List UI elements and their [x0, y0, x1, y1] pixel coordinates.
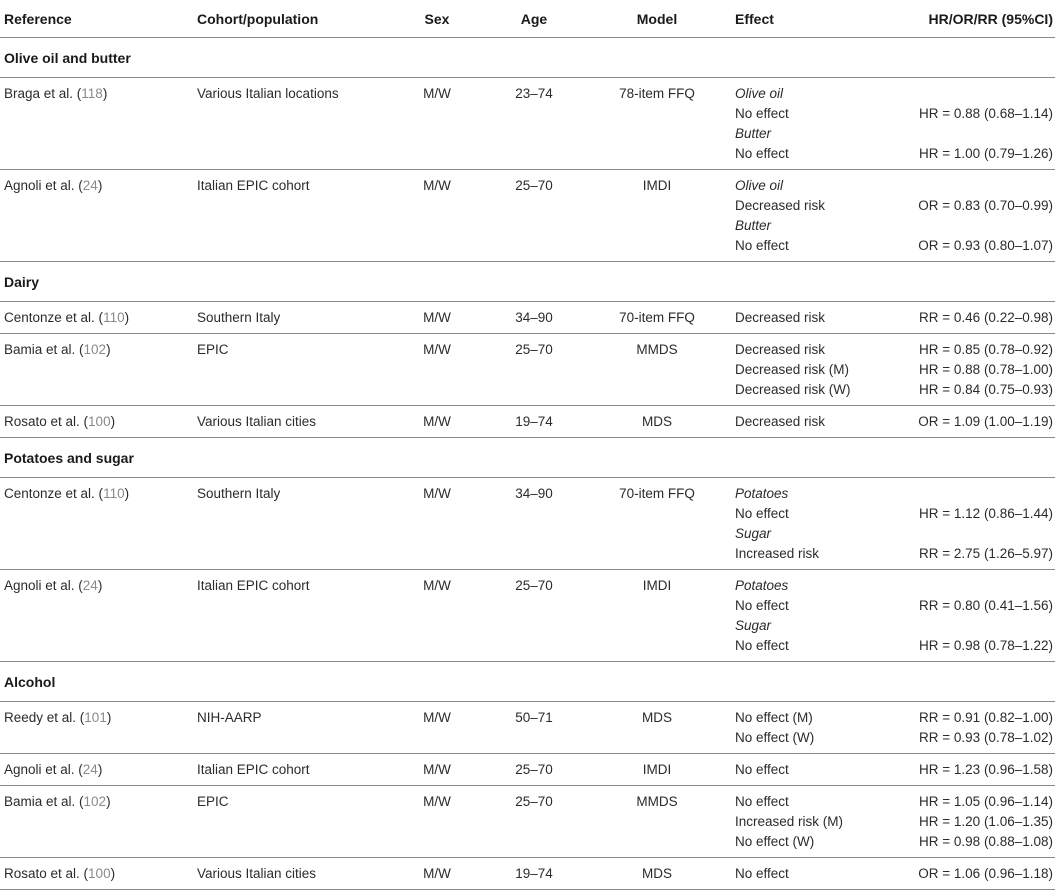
effect-label: No effect — [735, 762, 789, 777]
effect-category-label: Olive oil — [735, 86, 784, 101]
effect-label: No effect — [735, 506, 789, 521]
effect-label: No effect (W) — [735, 834, 815, 849]
model-cell: 70-item FFQ — [583, 478, 731, 570]
effect-cell — [731, 406, 881, 438]
reference-close: ) — [124, 486, 130, 501]
reference-cell — [0, 858, 193, 890]
sex-cell: M/W — [389, 302, 485, 334]
effect-label: Decreased risk (M) — [735, 362, 850, 377]
result-cell — [881, 478, 1055, 570]
effect-label: Decreased risk — [735, 342, 826, 357]
result-value: OR = 1.09 (1.00–1.19) — [918, 414, 1053, 429]
header-cohort: Cohort/population — [193, 0, 389, 38]
result-value: OR = 0.93 (0.80–1.07) — [918, 238, 1053, 253]
effect-label: No effect — [735, 866, 789, 881]
effect-cell — [731, 78, 881, 170]
result-value: HR = 0.85 (0.78–0.92) — [919, 342, 1053, 357]
effect-label: No effect — [735, 794, 789, 809]
result-value: HR = 0.98 (0.78–1.22) — [919, 638, 1053, 653]
header-reference: Reference — [0, 0, 193, 38]
result-value: RR = 0.93 (0.78–1.02) — [919, 730, 1053, 745]
result-cell — [881, 78, 1055, 170]
header-sex: Sex — [389, 0, 485, 38]
section-title: Alcohol — [0, 662, 1055, 702]
result-value: OR = 0.83 (0.70–0.99) — [918, 198, 1053, 213]
result-cell — [881, 858, 1055, 890]
effect-label: No effect — [735, 638, 789, 653]
section-title: Dairy — [0, 262, 1055, 302]
effect-label: Decreased risk — [735, 310, 826, 325]
effect-label: Increased risk (M) — [735, 814, 844, 829]
sex-cell: M/W — [389, 702, 485, 754]
effect-cell — [731, 858, 881, 890]
table-row — [0, 170, 1055, 262]
reference-author: Centonze et al. ( — [4, 310, 104, 325]
model-cell: 70-item FFQ — [583, 302, 731, 334]
model-cell: MMDS — [583, 786, 731, 858]
age-cell: 50–71 — [485, 702, 583, 754]
header-row — [0, 0, 1055, 38]
result-cell — [881, 334, 1055, 406]
model-cell: 78-item FFQ — [583, 78, 731, 170]
effect-category-label: Butter — [735, 218, 772, 233]
table-row — [0, 478, 1055, 570]
age-cell: 25–70 — [485, 786, 583, 858]
reference-close: ) — [110, 414, 116, 429]
cohort-cell: Various Italian cities — [193, 406, 389, 438]
section-title: Olive oil and butter — [0, 38, 1055, 78]
reference-close: ) — [106, 710, 112, 725]
table-body — [0, 38, 1055, 890]
section-title: Potatoes and sugar — [0, 438, 1055, 478]
result-value: RR = 0.80 (0.41–1.56) — [919, 598, 1053, 613]
sex-cell: M/W — [389, 78, 485, 170]
effect-cell — [731, 570, 881, 662]
model-cell: MDS — [583, 702, 731, 754]
reference-number-link[interactable]: 24 — [82, 762, 98, 777]
model-cell: IMDI — [583, 170, 731, 262]
reference-number-link[interactable]: 102 — [83, 794, 107, 809]
table-row — [0, 406, 1055, 438]
sex-cell: M/W — [389, 170, 485, 262]
result-value: RR = 0.46 (0.22–0.98) — [919, 310, 1053, 325]
result-value: HR = 1.05 (0.96–1.14) — [919, 794, 1053, 809]
effect-cell — [731, 702, 881, 754]
reference-author: Rosato et al. ( — [4, 866, 89, 881]
result-value — [885, 216, 1053, 236]
result-value — [885, 176, 1053, 196]
result-value: HR = 1.12 (0.86–1.44) — [919, 506, 1053, 521]
reference-number-link[interactable]: 118 — [81, 86, 103, 101]
effect-category-label: Butter — [735, 126, 772, 141]
result-value — [885, 616, 1053, 636]
model-cell: IMDI — [583, 570, 731, 662]
effect-label: Decreased risk — [735, 414, 826, 429]
sex-cell: M/W — [389, 334, 485, 406]
effect-cell — [731, 478, 881, 570]
reference-cell — [0, 334, 193, 406]
result-cell — [881, 406, 1055, 438]
sex-cell: M/W — [389, 754, 485, 786]
reference-cell — [0, 478, 193, 570]
effect-label: No effect (M) — [735, 710, 813, 725]
age-cell: 19–74 — [485, 406, 583, 438]
result-value: HR = 0.98 (0.88–1.08) — [919, 834, 1053, 849]
result-value: OR = 1.06 (0.96–1.18) — [918, 866, 1053, 881]
reference-cell — [0, 170, 193, 262]
reference-cell — [0, 302, 193, 334]
reference-author: Bamia et al. ( — [4, 342, 84, 357]
reference-cell — [0, 406, 193, 438]
effect-cell — [731, 302, 881, 334]
reference-author: Centonze et al. ( — [4, 486, 104, 501]
sex-cell: M/W — [389, 786, 485, 858]
header-effect: Effect — [731, 0, 881, 38]
reference-close: ) — [102, 86, 108, 101]
table-row — [0, 754, 1055, 786]
result-value: HR = 1.00 (0.79–1.26) — [919, 146, 1053, 161]
reference-number-link[interactable]: 101 — [84, 710, 107, 725]
age-cell: 25–70 — [485, 334, 583, 406]
effect-category-label: Sugar — [735, 618, 772, 633]
effect-category-label: Potatoes — [735, 578, 789, 593]
result-value — [885, 524, 1053, 544]
cohort-cell: NIH-AARP — [193, 702, 389, 754]
reference-cell — [0, 786, 193, 858]
result-value — [885, 484, 1053, 504]
reference-number-link[interactable]: 24 — [82, 578, 98, 593]
reference-close: ) — [124, 310, 130, 325]
table-row — [0, 786, 1055, 858]
result-value: HR = 0.84 (0.75–0.93) — [919, 382, 1053, 397]
result-value: HR = 1.20 (1.06–1.35) — [919, 814, 1053, 829]
effect-label: Decreased risk (W) — [735, 382, 851, 397]
reference-author: Reedy et al. ( — [4, 710, 85, 725]
effect-cell — [731, 754, 881, 786]
result-cell — [881, 702, 1055, 754]
effect-label: No effect — [735, 106, 789, 121]
reference-cell — [0, 570, 193, 662]
reference-number-link[interactable]: 110 — [103, 310, 125, 325]
result-value: RR = 2.75 (1.26–5.97) — [919, 546, 1053, 561]
sex-cell: M/W — [389, 478, 485, 570]
result-value — [885, 124, 1053, 144]
effect-label: Decreased risk — [735, 198, 826, 213]
reference-cell — [0, 702, 193, 754]
result-cell — [881, 302, 1055, 334]
cohort-cell: Italian EPIC cohort — [193, 570, 389, 662]
result-cell — [881, 570, 1055, 662]
effect-cell — [731, 170, 881, 262]
cohort-cell: Italian EPIC cohort — [193, 170, 389, 262]
effect-cell — [731, 786, 881, 858]
reference-author: Agnoli et al. ( — [4, 178, 83, 193]
sex-cell: M/W — [389, 858, 485, 890]
reference-author: Rosato et al. ( — [4, 414, 89, 429]
result-cell — [881, 170, 1055, 262]
reference-number-link[interactable]: 100 — [88, 866, 111, 881]
cohort-cell: Various Italian locations — [193, 78, 389, 170]
effect-label: No effect — [735, 146, 789, 161]
age-cell: 34–90 — [485, 478, 583, 570]
effect-category-label: Potatoes — [735, 486, 789, 501]
table-row — [0, 570, 1055, 662]
header-model: Model — [583, 0, 731, 38]
age-cell: 25–70 — [485, 170, 583, 262]
effect-label: No effect — [735, 238, 789, 253]
effect-category-label: Olive oil — [735, 178, 784, 193]
table-row — [0, 702, 1055, 754]
section-row — [0, 38, 1055, 78]
effect-label: No effect — [735, 598, 789, 613]
section-row — [0, 262, 1055, 302]
reference-author: Braga et al. ( — [4, 86, 82, 101]
cohort-cell: Various Italian cities — [193, 858, 389, 890]
model-cell: MMDS — [583, 334, 731, 406]
header-result: HR/OR/RR (95%CI) — [881, 0, 1055, 38]
table-row — [0, 858, 1055, 890]
reference-close: ) — [97, 762, 103, 777]
cohort-cell: Italian EPIC cohort — [193, 754, 389, 786]
table-row — [0, 302, 1055, 334]
reference-close: ) — [106, 342, 111, 357]
cohort-cell: Southern Italy — [193, 478, 389, 570]
model-cell: MDS — [583, 406, 731, 438]
reference-close: ) — [97, 578, 103, 593]
reference-number-link[interactable]: 100 — [88, 414, 111, 429]
result-value: HR = 1.23 (0.96–1.58) — [919, 762, 1053, 777]
result-cell — [881, 754, 1055, 786]
reference-close: ) — [110, 866, 116, 881]
result-cell — [881, 786, 1055, 858]
reference-author: Agnoli et al. ( — [4, 762, 83, 777]
cohort-cell: EPIC — [193, 786, 389, 858]
reference-close: ) — [106, 794, 111, 809]
sex-cell: M/W — [389, 570, 485, 662]
reference-author: Bamia et al. ( — [4, 794, 84, 809]
reference-cell — [0, 78, 193, 170]
model-cell: MDS — [583, 858, 731, 890]
result-value: RR = 0.91 (0.82–1.00) — [919, 710, 1053, 725]
cohort-cell: EPIC — [193, 334, 389, 406]
cohort-cell: Southern Italy — [193, 302, 389, 334]
table-row — [0, 334, 1055, 406]
effect-cell — [731, 334, 881, 406]
effect-category-label: Sugar — [735, 526, 772, 541]
result-value: HR = 0.88 (0.68–1.14) — [919, 106, 1053, 121]
age-cell: 19–74 — [485, 858, 583, 890]
reference-cell — [0, 754, 193, 786]
reference-author: Agnoli et al. ( — [4, 578, 83, 593]
age-cell: 34–90 — [485, 302, 583, 334]
section-row — [0, 662, 1055, 702]
reference-number-link[interactable]: 102 — [83, 342, 107, 357]
age-cell: 25–70 — [485, 570, 583, 662]
table-row — [0, 78, 1055, 170]
age-cell: 23–74 — [485, 78, 583, 170]
effect-label: No effect (W) — [735, 730, 815, 745]
reference-close: ) — [97, 178, 103, 193]
model-cell: IMDI — [583, 754, 731, 786]
sex-cell: M/W — [389, 406, 485, 438]
result-value — [885, 576, 1053, 596]
reference-number-link[interactable]: 24 — [82, 178, 98, 193]
header-age: Age — [485, 0, 583, 38]
section-row — [0, 438, 1055, 478]
effect-label: Increased risk — [735, 546, 820, 561]
reference-number-link[interactable]: 110 — [103, 486, 125, 501]
result-value — [885, 84, 1053, 104]
age-cell: 25–70 — [485, 754, 583, 786]
result-value: HR = 0.88 (0.78–1.00) — [919, 362, 1053, 377]
